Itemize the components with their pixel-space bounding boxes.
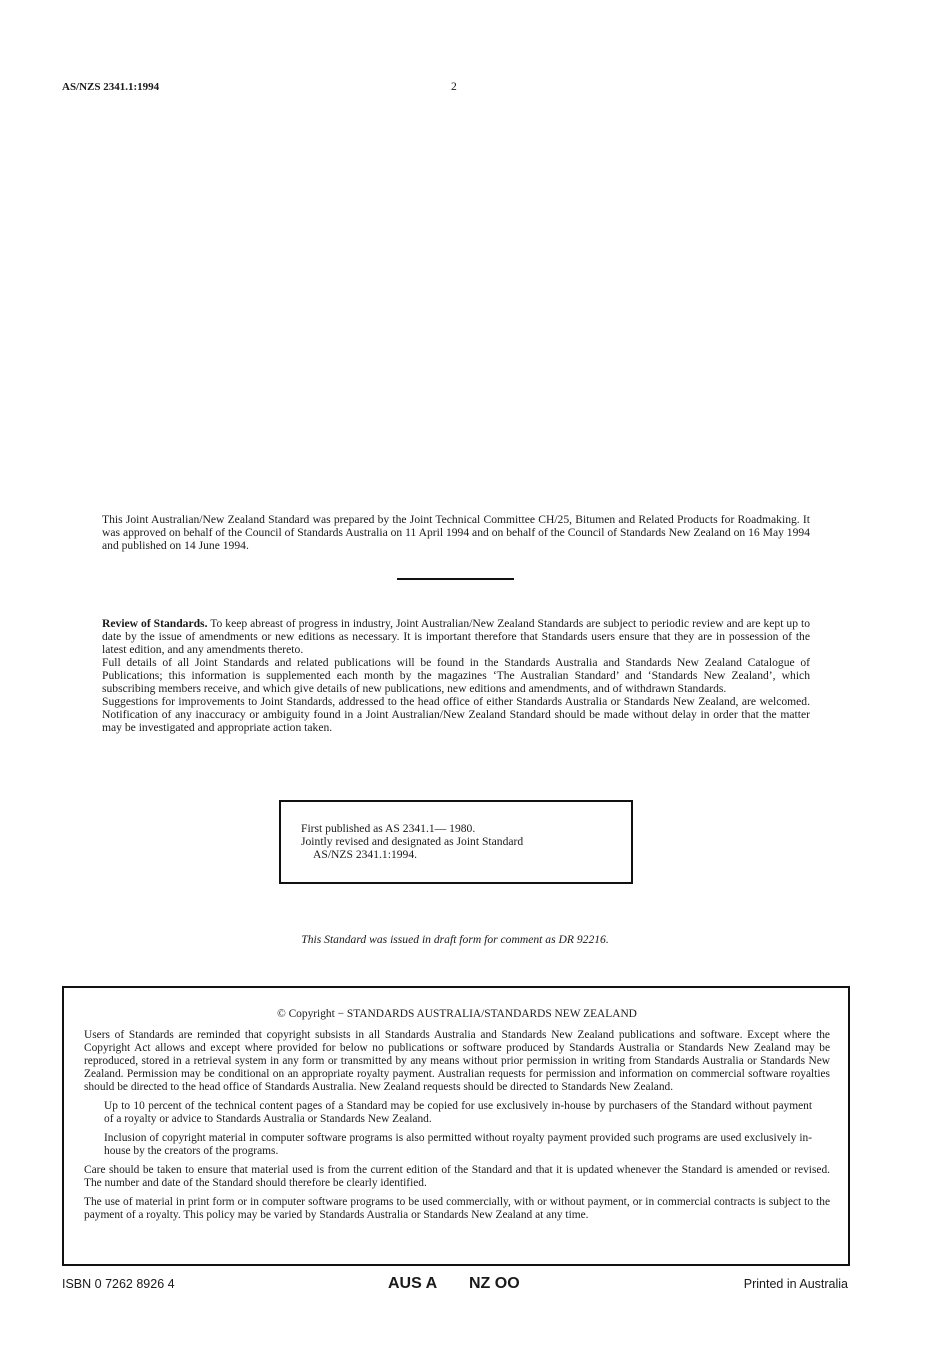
history-line-2: Jointly revised and designated as Joint Standard [301,835,524,848]
draft-note: This Standard was issued in draft form for comment as DR 92216. [301,933,609,946]
copyright-box [62,986,850,1266]
page-number: 2 [451,80,457,93]
review-paragraph-1: To keep abreast of progress in industry, Joint Australian/New Zealand Standards are subject to periodic review and are kept up to date by the issue of amendments or new editions as necessary. It is important therefore that Standards users ensure that they are in possession of the latest edition, and any amendments thereto. [102,617,810,656]
isbn: ISBN 0 7262 8926 4 [62,1277,175,1291]
review-heading: Review of Standards. [102,617,208,630]
copyright-paragraph-2: Up to 10 percent of the technical content pages of a Standard may be copied for use exclusively in-house by purchasers of the Standard without payment of a royalty or advice to Standards Australia or Standards New Zealand. [104,1100,812,1125]
copyright-paragraph-5: The use of material in print form or in computer software programs to be used commercially, with or without payment, or in commercial contracts is subject to the payment of a royalty. This policy may be varied by Standards Australia or Standards New Zealand at any time. [84,1196,830,1221]
review-paragraph-2: Full details of all Joint Standards and related publications will be found in the Standards Australia and Standards New Zealand Catalogue of Publications; this information is supplemented each month by the magazines ‘The Australian Standard’ and ‘Standards New Zealand’, which subscribing members receive, and which give details of new publications, new editions and amendments, and of withdrawn Standards. [102,656,810,695]
publication-history-box [279,800,633,884]
code-aus: AUS A [388,1275,438,1292]
divider-rule [397,578,514,580]
code-nz: NZ OO [469,1275,520,1292]
printed-in: Printed in Australia [743,1277,848,1291]
history-line-1: First published as AS 2341.1— 1980. [301,822,476,835]
copyright-paragraph-3: Inclusion of copyright material in computer software programs is also permitted without royalty payment provided such programs are used exclusively in-house by the creators of the programs. [104,1132,812,1157]
copyright-paragraph-1: Users of Standards are reminded that copyright subsists in all Standards Australia and Standards New Zealand publications and software. Except where the Copyright Act allows and except where provided for below no publications or software produced by Standards Australia or Standards New Zealand may be reproduced, stored in a retrieval system in any form or transmitted by any means without prior permission in writing from Standards Australia or Standards New Zealand. Permission may be conditional on an appropriate royalty payment. Australian requests for permission and information on commercial software royalties should be directed to the head office of Standards Australia. New Zealand requests should be directed to Standards New Zealand. [84,1029,830,1093]
doc-id: AS/NZS 2341.1:1994 [62,81,160,93]
preparation-note: This Joint Australian/New Zealand Standard was prepared by the Joint Technical Committee CH/25, Bitumen and Related Products for Roadmaking. It was approved on behalf of the Council of Standards Australia on 11 April 1994 and on behalf of the Council of Standards New Zealand on 16 May 1994 and published on 14 June 1994. [102,513,810,552]
copyright-paragraph-4: Care should be taken to ensure that material used is from the current edition of the Standard and that it is updated whenever the Standard is amended or revised. The number and date of the Standard should therefore be clearly identified. [84,1164,830,1189]
review-paragraph-3: Suggestions for improvements to Joint Standards, addressed to the head office of either Standards Australia or Standards New Zealand, are welcomed. Notification of any inaccuracy or ambiguity found in a Joint Australian/New Zealand Standard should be made without delay in order that the matter may be investigated and appropriate action taken. [102,695,810,734]
review-section [102,617,810,734]
copyright-title: © Copyright − STANDARDS AUSTRALIA/STANDARDS NEW ZEALAND [277,1008,637,1020]
history-line-3: AS/NZS 2341.1:1994. [313,848,418,861]
